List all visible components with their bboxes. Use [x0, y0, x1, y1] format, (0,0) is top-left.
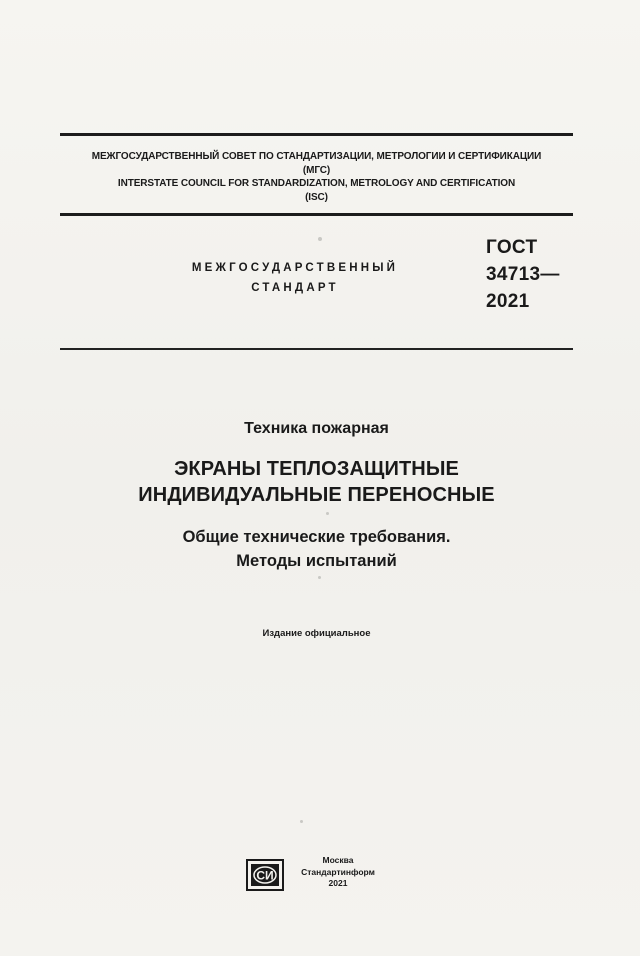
publisher-logo-icon: [246, 859, 284, 891]
subject-heading: Техника пожарная: [244, 420, 389, 437]
gost-number: 34713—: [486, 264, 560, 285]
council-abbr-en: (ISC): [305, 191, 328, 203]
gost-label: ГОСТ: [486, 237, 538, 258]
council-name-ru: МЕЖГОСУДАРСТВЕННЫЙ СОВЕТ ПО СТАНДАРТИЗАЦИИ, МЕТРОЛОГИИ И СЕРТИФИКАЦИИ: [91, 151, 542, 162]
standard-type-line2: СТАНДАРТ: [251, 282, 339, 294]
main-title-line1: ЭКРАНЫ ТЕПЛОЗАЩИТНЫЕ: [174, 458, 459, 480]
publisher-city: Москва: [322, 855, 354, 865]
scan-speck: [318, 576, 321, 579]
sub-title: [60, 525, 573, 573]
main-title: [60, 456, 573, 508]
scan-speck: [326, 512, 329, 515]
scan-speck: [300, 820, 303, 823]
main-title-line2: ИНДИВИДУАЛЬНЫЕ ПЕРЕНОСНЫЕ: [138, 484, 495, 506]
sub-title-line1: Общие технические требования.: [182, 528, 451, 546]
publisher-logo-text: СИ: [256, 868, 274, 883]
publisher-year: 2021: [328, 878, 348, 888]
header-bottom-rule: [60, 213, 573, 216]
standard-type-label: [150, 258, 440, 298]
council-abbr-ru: (МГС): [302, 164, 331, 176]
gost-designation: [486, 234, 560, 315]
edition-label: Издание официальное: [262, 628, 371, 639]
publisher-details: [288, 855, 388, 890]
scan-speck: [318, 237, 322, 241]
standard-type-line1: МЕЖГОСУДАРСТВЕННЫЙ: [191, 262, 399, 274]
sub-title-line2: Методы испытаний: [236, 552, 397, 570]
council-name-en: INTERSTATE COUNCIL FOR STANDARDIZATION, METROLOGY AND CERTIFICATION: [117, 178, 516, 189]
council-header: [60, 150, 573, 204]
header-top-rule: [60, 133, 573, 136]
designation-rule: [60, 348, 573, 350]
publisher-name: Стандартинформ: [301, 866, 375, 877]
gost-year: 2021: [486, 291, 530, 312]
